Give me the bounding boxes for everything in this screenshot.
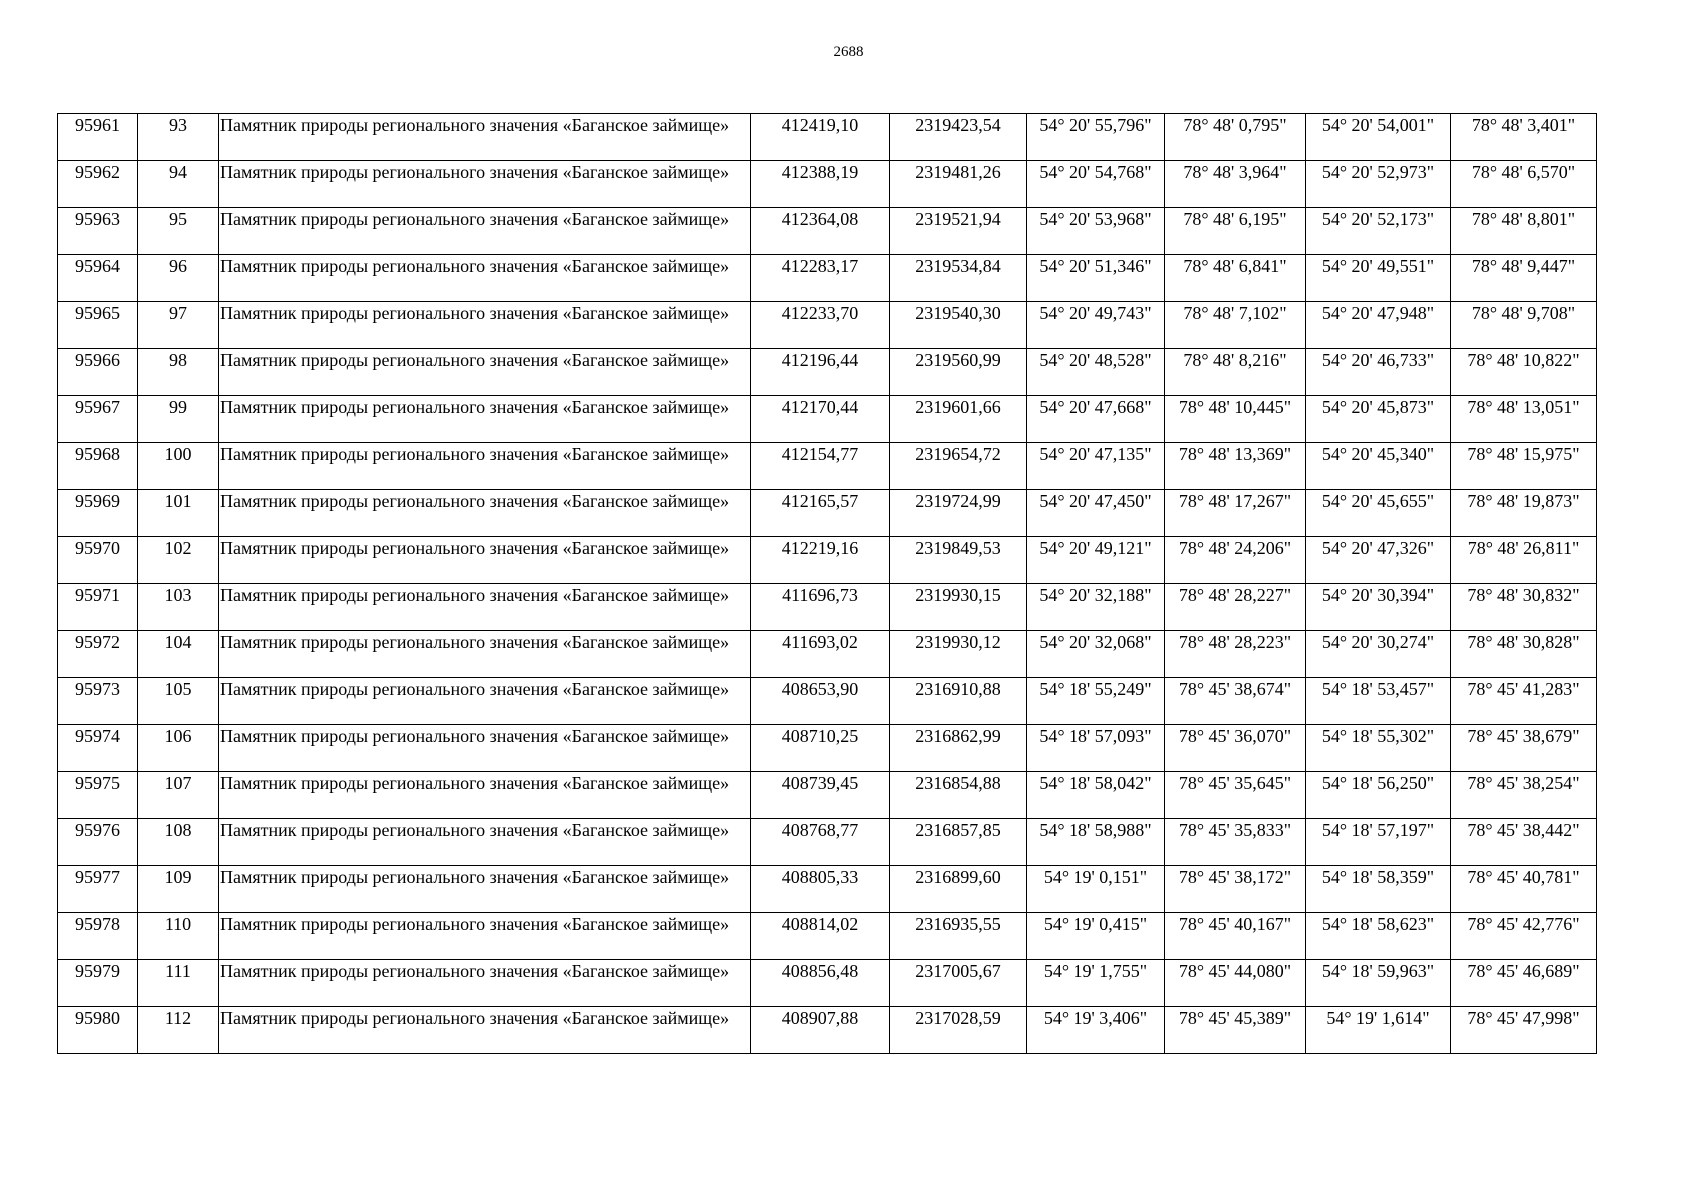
- cell-longitude-1: 78° 48' 6,195": [1165, 208, 1306, 255]
- coordinates-table: [57, 113, 1597, 1054]
- cell-longitude-2: 78° 45' 47,998": [1451, 1007, 1597, 1054]
- cell-longitude-2: 78° 45' 41,283": [1451, 678, 1597, 725]
- cell-y-coordinate: 2319534,84: [890, 255, 1027, 302]
- table-row: [58, 960, 1597, 1007]
- cell-latitude-2: 54° 18' 58,359": [1306, 866, 1451, 913]
- cell-record-id: 95977: [58, 866, 138, 913]
- cell-longitude-1: 78° 48' 6,841": [1165, 255, 1306, 302]
- cell-latitude-1: 54° 19' 1,755": [1027, 960, 1165, 1007]
- cell-latitude-1: 54° 18' 58,042": [1027, 772, 1165, 819]
- cell-object-name: Памятник природы регионального значения «Баганское займище»: [219, 866, 751, 913]
- cell-record-id: 95972: [58, 631, 138, 678]
- table-row: [58, 255, 1597, 302]
- cell-point-number: 105: [138, 678, 219, 725]
- cell-longitude-2: 78° 48' 10,822": [1451, 349, 1597, 396]
- cell-latitude-2: 54° 18' 57,197": [1306, 819, 1451, 866]
- cell-point-number: 95: [138, 208, 219, 255]
- cell-record-id: 95962: [58, 161, 138, 208]
- cell-longitude-1: 78° 45' 36,070": [1165, 725, 1306, 772]
- cell-latitude-1: 54° 19' 3,406": [1027, 1007, 1165, 1054]
- table-row: [58, 396, 1597, 443]
- cell-object-name: Памятник природы регионального значения «Баганское займище»: [219, 772, 751, 819]
- cell-record-id: 95964: [58, 255, 138, 302]
- cell-latitude-2: 54° 18' 53,457": [1306, 678, 1451, 725]
- cell-longitude-1: 78° 48' 0,795": [1165, 114, 1306, 161]
- page-number: 2688: [833, 44, 864, 60]
- cell-x-coordinate: 412165,57: [751, 490, 890, 537]
- cell-record-id: 95970: [58, 537, 138, 584]
- cell-latitude-1: 54° 20' 54,768": [1027, 161, 1165, 208]
- cell-point-number: 104: [138, 631, 219, 678]
- cell-object-name: Памятник природы регионального значения «Баганское займище»: [219, 349, 751, 396]
- cell-longitude-2: 78° 48' 15,975": [1451, 443, 1597, 490]
- cell-latitude-1: 54° 20' 47,668": [1027, 396, 1165, 443]
- cell-latitude-2: 54° 20' 47,326": [1306, 537, 1451, 584]
- cell-y-coordinate: 2319521,94: [890, 208, 1027, 255]
- cell-y-coordinate: 2319540,30: [890, 302, 1027, 349]
- cell-longitude-1: 78° 48' 7,102": [1165, 302, 1306, 349]
- cell-record-id: 95968: [58, 443, 138, 490]
- cell-y-coordinate: 2316899,60: [890, 866, 1027, 913]
- cell-latitude-1: 54° 20' 53,968": [1027, 208, 1165, 255]
- cell-object-name: Памятник природы регионального значения «Баганское займище»: [219, 537, 751, 584]
- cell-latitude-1: 54° 20' 47,450": [1027, 490, 1165, 537]
- cell-object-name: Памятник природы регионального значения «Баганское займище»: [219, 114, 751, 161]
- cell-y-coordinate: 2316935,55: [890, 913, 1027, 960]
- table-row: [58, 678, 1597, 725]
- cell-latitude-2: 54° 20' 46,733": [1306, 349, 1451, 396]
- cell-longitude-2: 78° 48' 13,051": [1451, 396, 1597, 443]
- cell-longitude-1: 78° 48' 28,227": [1165, 584, 1306, 631]
- cell-object-name: Памятник природы регионального значения «Баганское займище»: [219, 443, 751, 490]
- cell-record-id: 95976: [58, 819, 138, 866]
- cell-x-coordinate: 408710,25: [751, 725, 890, 772]
- cell-longitude-1: 78° 48' 10,445": [1165, 396, 1306, 443]
- table-row: [58, 819, 1597, 866]
- cell-longitude-2: 78° 48' 6,570": [1451, 161, 1597, 208]
- cell-longitude-1: 78° 48' 3,964": [1165, 161, 1306, 208]
- cell-longitude-1: 78° 45' 38,172": [1165, 866, 1306, 913]
- cell-point-number: 107: [138, 772, 219, 819]
- cell-longitude-1: 78° 48' 13,369": [1165, 443, 1306, 490]
- cell-latitude-2: 54° 18' 56,250": [1306, 772, 1451, 819]
- cell-x-coordinate: 412170,44: [751, 396, 890, 443]
- cell-point-number: 102: [138, 537, 219, 584]
- cell-longitude-1: 78° 45' 35,645": [1165, 772, 1306, 819]
- cell-longitude-2: 78° 45' 38,442": [1451, 819, 1597, 866]
- cell-y-coordinate: 2317005,67: [890, 960, 1027, 1007]
- cell-latitude-2: 54° 20' 52,973": [1306, 161, 1451, 208]
- cell-point-number: 112: [138, 1007, 219, 1054]
- cell-latitude-2: 54° 20' 52,173": [1306, 208, 1451, 255]
- cell-latitude-1: 54° 20' 49,121": [1027, 537, 1165, 584]
- cell-record-id: 95980: [58, 1007, 138, 1054]
- cell-x-coordinate: 408907,88: [751, 1007, 890, 1054]
- cell-longitude-2: 78° 48' 8,801": [1451, 208, 1597, 255]
- cell-longitude-2: 78° 48' 9,708": [1451, 302, 1597, 349]
- cell-record-id: 95974: [58, 725, 138, 772]
- cell-latitude-2: 54° 20' 30,274": [1306, 631, 1451, 678]
- table-row: [58, 584, 1597, 631]
- table-row: [58, 866, 1597, 913]
- cell-y-coordinate: 2319930,12: [890, 631, 1027, 678]
- table-row: [58, 208, 1597, 255]
- cell-longitude-1: 78° 45' 40,167": [1165, 913, 1306, 960]
- cell-x-coordinate: 411693,02: [751, 631, 890, 678]
- cell-y-coordinate: 2316857,85: [890, 819, 1027, 866]
- cell-point-number: 108: [138, 819, 219, 866]
- cell-x-coordinate: 411696,73: [751, 584, 890, 631]
- cell-point-number: 93: [138, 114, 219, 161]
- cell-x-coordinate: 408805,33: [751, 866, 890, 913]
- table-row: [58, 114, 1597, 161]
- cell-point-number: 103: [138, 584, 219, 631]
- cell-x-coordinate: 412419,10: [751, 114, 890, 161]
- cell-y-coordinate: 2319654,72: [890, 443, 1027, 490]
- cell-x-coordinate: 412154,77: [751, 443, 890, 490]
- cell-y-coordinate: 2319601,66: [890, 396, 1027, 443]
- cell-longitude-2: 78° 45' 42,776": [1451, 913, 1597, 960]
- cell-y-coordinate: 2319930,15: [890, 584, 1027, 631]
- cell-longitude-2: 78° 48' 19,873": [1451, 490, 1597, 537]
- cell-longitude-2: 78° 48' 9,447": [1451, 255, 1597, 302]
- cell-record-id: 95965: [58, 302, 138, 349]
- cell-record-id: 95971: [58, 584, 138, 631]
- table-body: [58, 114, 1597, 1054]
- cell-object-name: Памятник природы регионального значения «Баганское займище»: [219, 960, 751, 1007]
- cell-latitude-1: 54° 19' 0,151": [1027, 866, 1165, 913]
- cell-record-id: 95961: [58, 114, 138, 161]
- cell-latitude-2: 54° 20' 30,394": [1306, 584, 1451, 631]
- cell-record-id: 95966: [58, 349, 138, 396]
- cell-latitude-2: 54° 18' 59,963": [1306, 960, 1451, 1007]
- cell-x-coordinate: 408814,02: [751, 913, 890, 960]
- table-row: [58, 772, 1597, 819]
- cell-latitude-1: 54° 20' 51,346": [1027, 255, 1165, 302]
- cell-latitude-1: 54° 18' 58,988": [1027, 819, 1165, 866]
- cell-latitude-2: 54° 20' 45,340": [1306, 443, 1451, 490]
- cell-object-name: Памятник природы регионального значения «Баганское займище»: [219, 161, 751, 208]
- cell-point-number: 100: [138, 443, 219, 490]
- cell-latitude-1: 54° 18' 57,093": [1027, 725, 1165, 772]
- cell-y-coordinate: 2319724,99: [890, 490, 1027, 537]
- cell-latitude-1: 54° 20' 32,188": [1027, 584, 1165, 631]
- cell-point-number: 111: [138, 960, 219, 1007]
- cell-longitude-1: 78° 48' 28,223": [1165, 631, 1306, 678]
- cell-y-coordinate: 2319423,54: [890, 114, 1027, 161]
- cell-y-coordinate: 2317028,59: [890, 1007, 1027, 1054]
- cell-record-id: 95979: [58, 960, 138, 1007]
- table-row: [58, 302, 1597, 349]
- cell-y-coordinate: 2316862,99: [890, 725, 1027, 772]
- cell-object-name: Памятник природы регионального значения «Баганское займище»: [219, 255, 751, 302]
- cell-x-coordinate: 412364,08: [751, 208, 890, 255]
- cell-object-name: Памятник природы регионального значения «Баганское займище»: [219, 208, 751, 255]
- cell-object-name: Памятник природы регионального значения «Баганское займище»: [219, 302, 751, 349]
- cell-record-id: 95963: [58, 208, 138, 255]
- cell-latitude-2: 54° 19' 1,614": [1306, 1007, 1451, 1054]
- cell-point-number: 110: [138, 913, 219, 960]
- cell-x-coordinate: 412283,17: [751, 255, 890, 302]
- cell-object-name: Памятник природы регионального значения «Баганское займище»: [219, 913, 751, 960]
- table-row: [58, 349, 1597, 396]
- cell-point-number: 99: [138, 396, 219, 443]
- cell-longitude-1: 78° 48' 24,206": [1165, 537, 1306, 584]
- cell-longitude-2: 78° 48' 30,828": [1451, 631, 1597, 678]
- cell-latitude-2: 54° 18' 58,623": [1306, 913, 1451, 960]
- cell-latitude-2: 54° 20' 49,551": [1306, 255, 1451, 302]
- cell-object-name: Памятник природы регионального значения «Баганское займище»: [219, 631, 751, 678]
- cell-longitude-1: 78° 45' 44,080": [1165, 960, 1306, 1007]
- cell-record-id: 95978: [58, 913, 138, 960]
- table-row: [58, 631, 1597, 678]
- table-row: [58, 490, 1597, 537]
- cell-y-coordinate: 2319560,99: [890, 349, 1027, 396]
- table-row: [58, 161, 1597, 208]
- cell-longitude-1: 78° 45' 35,833": [1165, 819, 1306, 866]
- cell-point-number: 106: [138, 725, 219, 772]
- cell-longitude-2: 78° 45' 46,689": [1451, 960, 1597, 1007]
- cell-longitude-2: 78° 45' 38,679": [1451, 725, 1597, 772]
- cell-y-coordinate: 2316910,88: [890, 678, 1027, 725]
- cell-longitude-1: 78° 48' 8,216": [1165, 349, 1306, 396]
- cell-object-name: Памятник природы регионального значения «Баганское займище»: [219, 584, 751, 631]
- cell-point-number: 109: [138, 866, 219, 913]
- cell-x-coordinate: 408653,90: [751, 678, 890, 725]
- cell-x-coordinate: 412233,70: [751, 302, 890, 349]
- table-row: [58, 537, 1597, 584]
- cell-object-name: Памятник природы регионального значения «Баганское займище»: [219, 678, 751, 725]
- cell-latitude-1: 54° 19' 0,415": [1027, 913, 1165, 960]
- cell-latitude-1: 54° 20' 47,135": [1027, 443, 1165, 490]
- cell-record-id: 95973: [58, 678, 138, 725]
- cell-record-id: 95967: [58, 396, 138, 443]
- cell-x-coordinate: 408768,77: [751, 819, 890, 866]
- table-row: [58, 725, 1597, 772]
- cell-latitude-1: 54° 20' 32,068": [1027, 631, 1165, 678]
- cell-longitude-2: 78° 45' 40,781": [1451, 866, 1597, 913]
- cell-longitude-2: 78° 48' 3,401": [1451, 114, 1597, 161]
- cell-point-number: 97: [138, 302, 219, 349]
- cell-latitude-2: 54° 20' 54,001": [1306, 114, 1451, 161]
- cell-latitude-2: 54° 18' 55,302": [1306, 725, 1451, 772]
- cell-object-name: Памятник природы регионального значения «Баганское займище»: [219, 1007, 751, 1054]
- cell-latitude-1: 54° 20' 55,796": [1027, 114, 1165, 161]
- cell-longitude-1: 78° 45' 38,674": [1165, 678, 1306, 725]
- cell-object-name: Памятник природы регионального значения «Баганское займище»: [219, 725, 751, 772]
- cell-object-name: Памятник природы регионального значения «Баганское займище»: [219, 490, 751, 537]
- table-row: [58, 443, 1597, 490]
- cell-record-id: 95975: [58, 772, 138, 819]
- cell-y-coordinate: 2316854,88: [890, 772, 1027, 819]
- table-row: [58, 1007, 1597, 1054]
- cell-record-id: 95969: [58, 490, 138, 537]
- cell-latitude-1: 54° 18' 55,249": [1027, 678, 1165, 725]
- cell-y-coordinate: 2319481,26: [890, 161, 1027, 208]
- table-row: [58, 913, 1597, 960]
- cell-x-coordinate: 408856,48: [751, 960, 890, 1007]
- cell-x-coordinate: 412388,19: [751, 161, 890, 208]
- cell-longitude-1: 78° 45' 45,389": [1165, 1007, 1306, 1054]
- cell-point-number: 101: [138, 490, 219, 537]
- cell-latitude-2: 54° 20' 47,948": [1306, 302, 1451, 349]
- cell-longitude-2: 78° 48' 30,832": [1451, 584, 1597, 631]
- cell-object-name: Памятник природы регионального значения «Баганское займище»: [219, 396, 751, 443]
- cell-latitude-2: 54° 20' 45,655": [1306, 490, 1451, 537]
- cell-longitude-2: 78° 48' 26,811": [1451, 537, 1597, 584]
- cell-point-number: 96: [138, 255, 219, 302]
- cell-longitude-2: 78° 45' 38,254": [1451, 772, 1597, 819]
- cell-latitude-1: 54° 20' 49,743": [1027, 302, 1165, 349]
- cell-x-coordinate: 412196,44: [751, 349, 890, 396]
- cell-point-number: 94: [138, 161, 219, 208]
- cell-y-coordinate: 2319849,53: [890, 537, 1027, 584]
- cell-latitude-2: 54° 20' 45,873": [1306, 396, 1451, 443]
- cell-x-coordinate: 412219,16: [751, 537, 890, 584]
- cell-latitude-1: 54° 20' 48,528": [1027, 349, 1165, 396]
- cell-point-number: 98: [138, 349, 219, 396]
- cell-longitude-1: 78° 48' 17,267": [1165, 490, 1306, 537]
- cell-x-coordinate: 408739,45: [751, 772, 890, 819]
- cell-object-name: Памятник природы регионального значения «Баганское займище»: [219, 819, 751, 866]
